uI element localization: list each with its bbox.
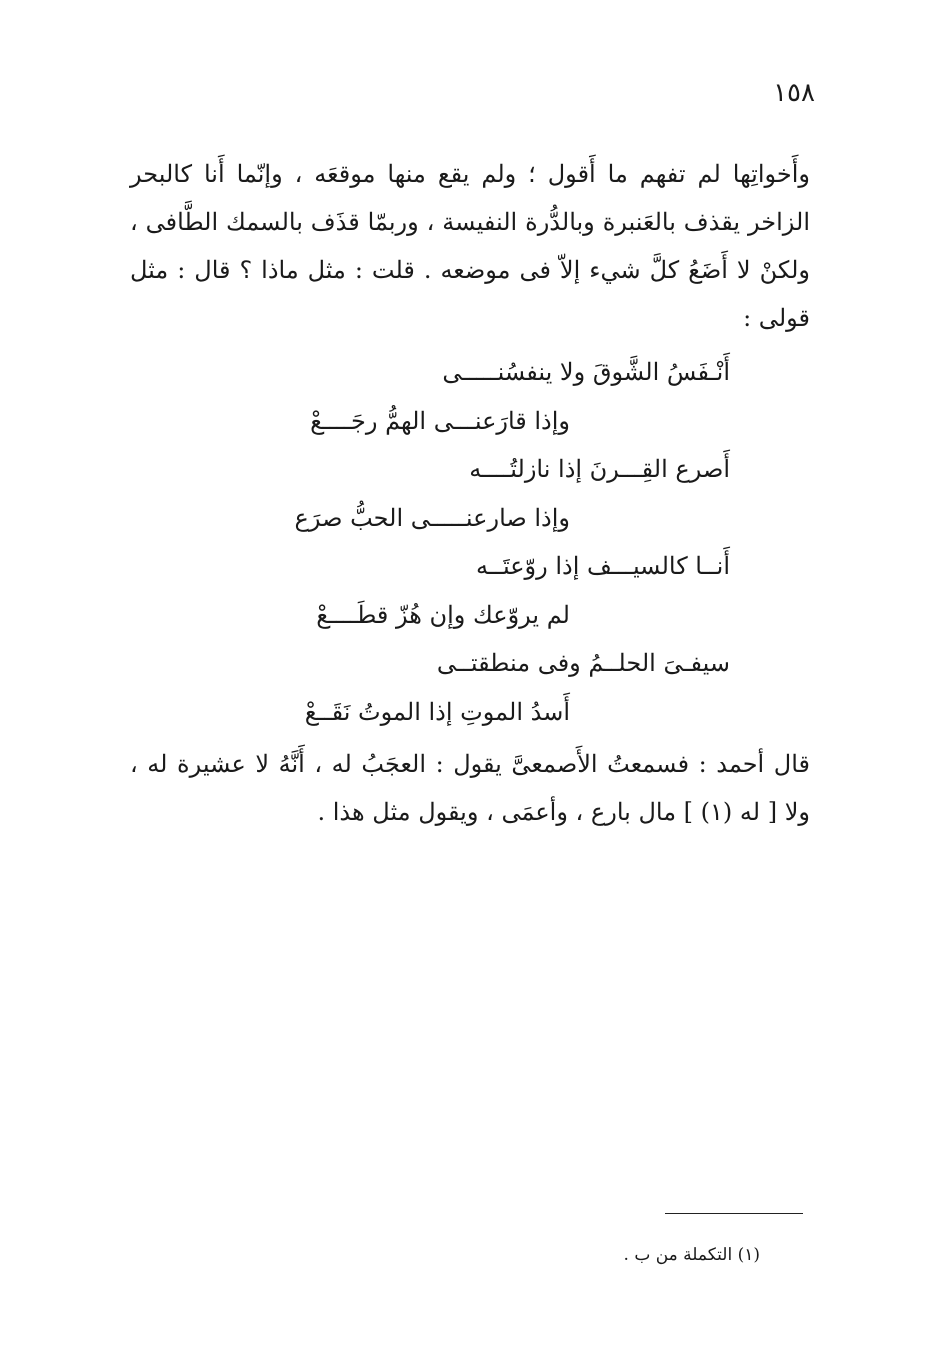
verse-2: وإذا قارَعنـــى الهمُّ رجَــــعْ (310, 406, 570, 435)
verse-5: أَنــا كالسيـــف إذا روّعتَــه (476, 552, 730, 580)
verse-7: سيفـىَ الحلــمُ وفى منطقتــى (436, 649, 730, 677)
footnote-divider (665, 1213, 803, 1214)
footnote: (١) التكملة من ب . (623, 1245, 760, 1265)
page-number: ١٥٨ (773, 78, 815, 108)
verse-3: أَصرع القِـــرنَ إذا نازلتُــــه (469, 455, 730, 483)
paragraph-2: قال أحمد : فسمعتُ الأَصمعىَّ يقول : العجَبُ له ، أَنَّهُ لا عشيرة له ، ولا [ له (١) ] مال بارع ، وأعمَى ، ويقول مثل هذا . (130, 750, 810, 826)
verse-4: وإذا صارعنـــــى الحبُّ صرَع (294, 503, 570, 532)
verse-6: لم يروّعك وإن هُزّ قطَــــعْ (316, 600, 570, 629)
paragraph-1: وأَخواتِها لم تفهم ما أَقول ؛ ولم يقع منها موقعَه ، وإنّما أَنا كالبحر الزاخر يقذف بالعَنبرة وبالدُّرة النفيسة ، وربمّا قذَف بالسمك الطَّافى ، ولكنْ لا أَضَعُ كلَّ شيء إلاّ فى موضعه . قلت : مثل ماذا ؟ قال : مثل قولى : (130, 160, 810, 332)
verse-1: أَنْـفَسُ الشَّوقَ ولا ينفسُنـــــى (442, 358, 730, 386)
verse-8: أَسدُ الموتِ إذا الموتُ نَقَــعْ (304, 697, 570, 726)
poem (200, 348, 730, 736)
